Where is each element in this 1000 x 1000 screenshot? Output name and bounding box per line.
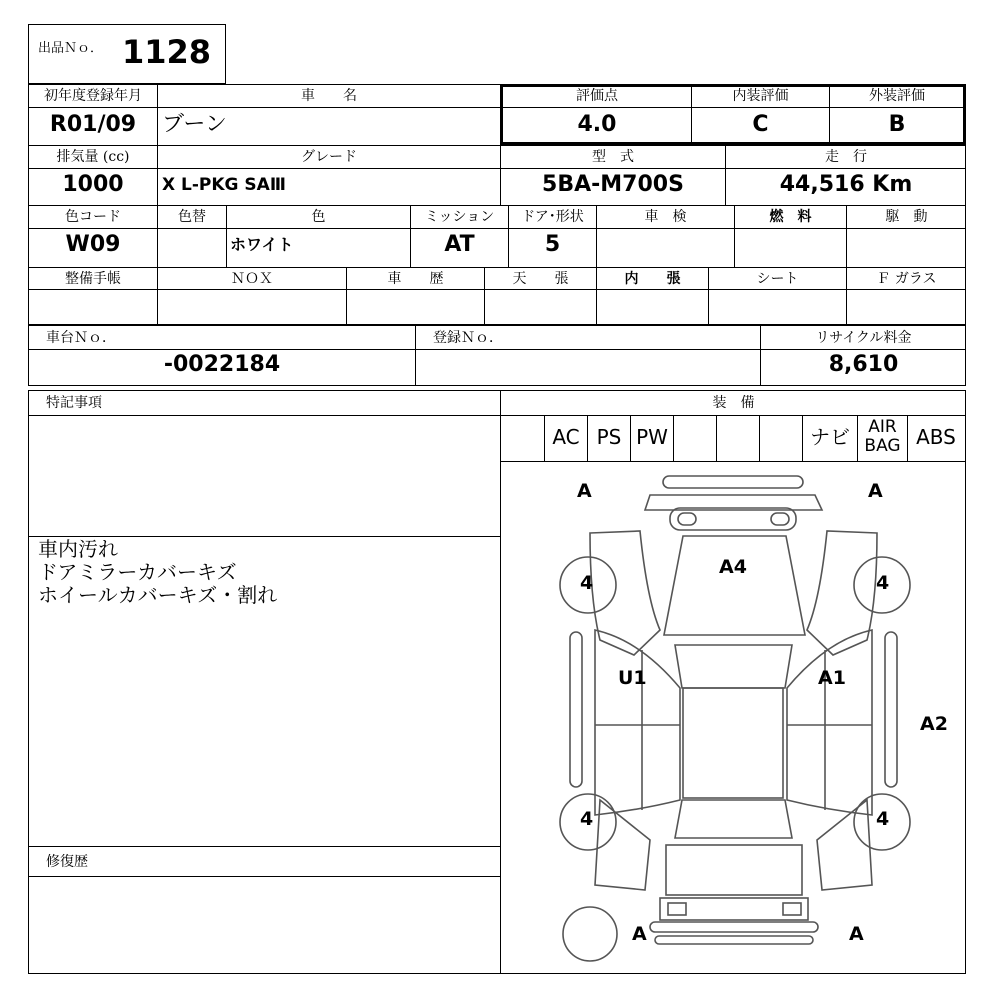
equipment-slot [717, 416, 759, 458]
mark-right-side: A1 [818, 667, 846, 689]
mark-rear-left: A [632, 923, 647, 945]
grade-label: グレード [301, 149, 357, 165]
maintenance-record-label: 整備手帳 [65, 271, 121, 287]
color-code-label: 色コード [65, 209, 121, 225]
mileage-label: 走 行 [825, 149, 867, 165]
remarks-label: 特記事項 [46, 395, 102, 411]
mark-front-left: A [577, 480, 592, 502]
door-value: 5 [544, 232, 561, 257]
nox-label: ＮＯＸ [231, 271, 273, 287]
mileage-value: 44,516 Km [779, 172, 913, 197]
color-change-label: 色替 [178, 209, 206, 225]
model-code-label: 型 式 [592, 149, 634, 165]
color-label: 色 [311, 209, 326, 225]
repair-history-label: 修復歴 [46, 854, 88, 870]
interior-rating-value: C [752, 112, 769, 137]
lot-number-label: 出品Ｎｏ． [38, 41, 104, 56]
remark-line: ドアミラーカバーキズ [38, 560, 237, 584]
door-label: ドア･形状 [521, 209, 584, 225]
remark-line: 車内汚れ [38, 537, 118, 561]
mark-tire-front-left: 4 [580, 572, 594, 594]
mark-rear-right: A [849, 923, 864, 945]
score-label: 評価点 [576, 88, 618, 104]
lot-number: 1128 [122, 33, 212, 71]
transmission-value: AT [444, 232, 475, 257]
equipment-pw: PW [636, 425, 668, 449]
inspection-label: 車 検 [644, 209, 687, 225]
mark-left-side: U1 [618, 667, 647, 689]
model-code-value: 5BA-M700S [542, 172, 684, 197]
roof-lining-label: 天 張 [512, 271, 569, 287]
equipment-navi: ナビ [810, 425, 850, 449]
mark-front-right: A [868, 480, 883, 502]
equipment-slot [760, 416, 802, 458]
recycle-fee-label: リサイクル料金 [815, 330, 912, 346]
transmission-label: ミッション [424, 209, 495, 225]
interior-rating-label: 内装評価 [732, 88, 789, 104]
chassis-number-label: 車台Ｎｏ． [46, 330, 116, 346]
remark-line: ホイールカバーキズ・割れ [38, 583, 278, 607]
mark-right-fender: A2 [920, 713, 948, 735]
fuel-label: 燃 料 [769, 209, 812, 225]
grade-value: X L-PKG SAⅢ [162, 175, 286, 195]
first-registration-value: R01/09 [49, 112, 137, 137]
mark-windshield: A4 [719, 556, 747, 578]
equipment-slot [501, 416, 544, 458]
equipment-slot [674, 416, 716, 458]
displacement-label: 排気量 (cc) [56, 149, 130, 165]
exterior-rating-label: 外装評価 [869, 88, 925, 104]
car-name-label: 車 名 [301, 88, 357, 104]
equipment-label: 装 備 [712, 395, 755, 411]
color-code-value: W09 [65, 232, 121, 257]
mark-tire-rear-left: 4 [580, 808, 594, 830]
vehicle-history-label: 車 歴 [387, 271, 444, 287]
equipment-ac: AC [552, 425, 580, 449]
interior-trim-label: 内 張 [624, 271, 681, 287]
equipment-abs: ABS [916, 425, 956, 449]
drive-label: 駆 動 [885, 209, 928, 225]
displacement-value: 1000 [62, 172, 124, 197]
recycle-fee-value: 8,610 [828, 352, 899, 377]
front-glass-label: Ｆ ガラス [876, 271, 937, 287]
registration-number-label: 登録Ｎｏ． [433, 330, 503, 346]
mark-tire-front-right: 4 [876, 572, 890, 594]
color-value: ホワイト [230, 235, 294, 254]
seat-label: シート [756, 271, 799, 287]
equipment-airbag: AIR BAG [864, 417, 901, 456]
car-name-value: ブーン [162, 112, 227, 137]
car-condition-diagram [501, 462, 966, 974]
chassis-number-value: -0022184 [163, 352, 281, 377]
exterior-rating-value: B [888, 112, 906, 137]
first-registration-label: 初年度登録年月 [44, 88, 142, 104]
mark-tire-rear-right: 4 [876, 808, 890, 830]
score-value: 4.0 [577, 112, 617, 137]
equipment-ps: PS [596, 425, 622, 449]
